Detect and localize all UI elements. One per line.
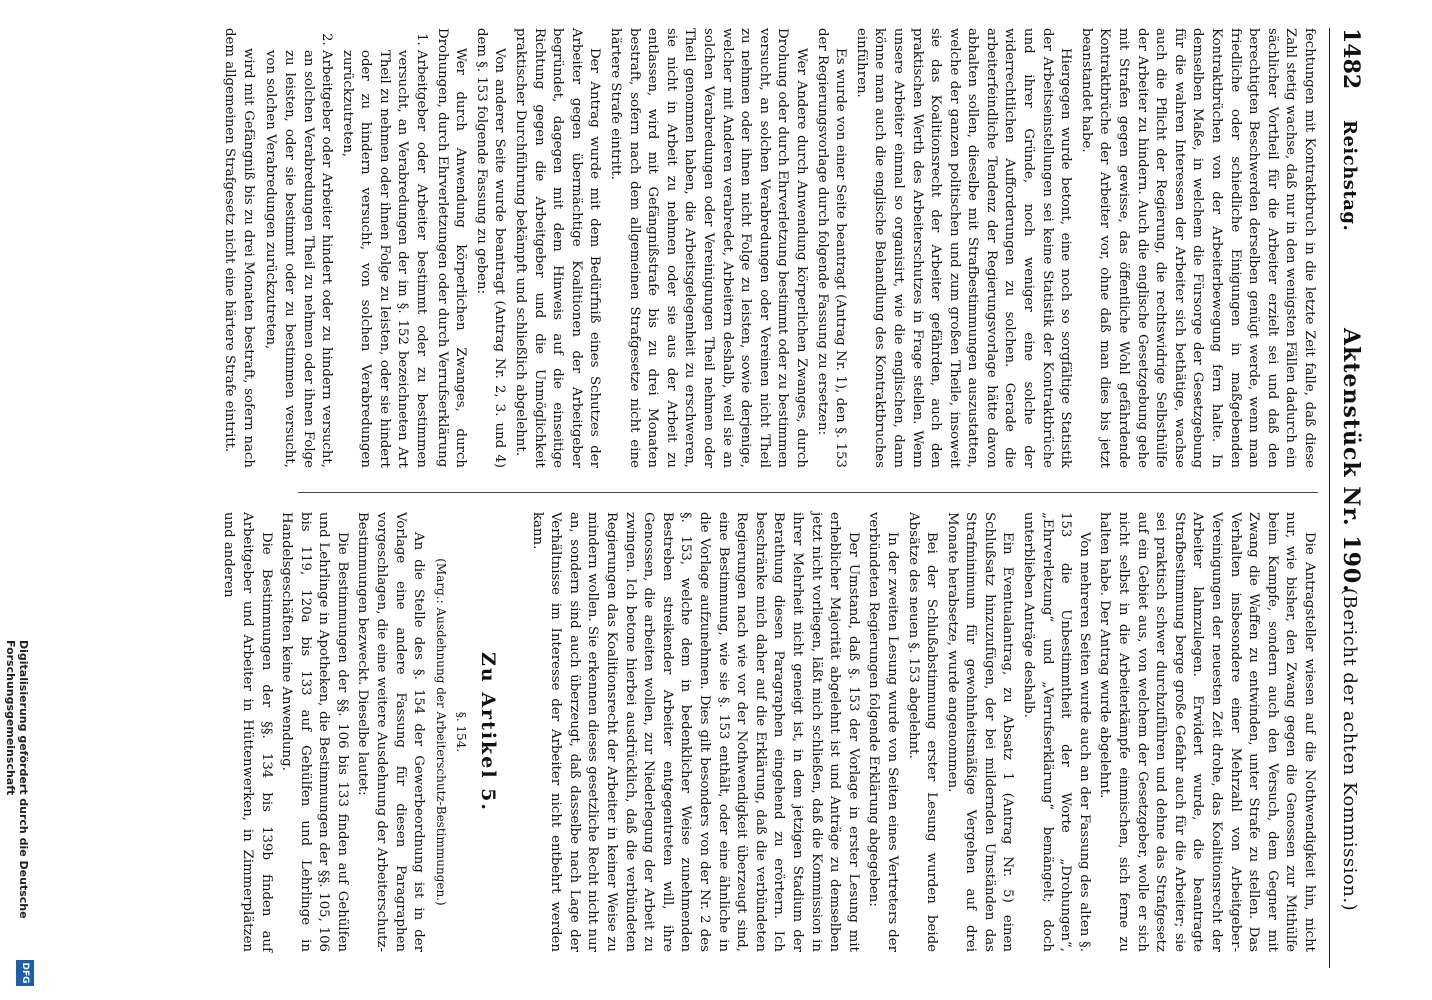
paragraph: Es wurde von einer Seite beantragt (Antrag Nr. 1), den §. 153 der Regierungsvorlage durch folgende Fassung zu ersetzen: — [814, 28, 849, 468]
quoted-paragraph: Wer Andere durch Anwendung körperlichen Zwanges, durch Drohung oder durch Ehrverletzung bestimmt oder zu bestimmen versucht, an solchen Verabredungen oder Vereinen nicht Theil zu nehmen oder ihnen nicht Folge zu leisten, sowie derjenige, welcher mit Anderen verabredet, Arbeitern deshalb, weil sie an solchen Verabredungen oder Vereinigungen Theil nehmen oder Theil genommen haben, die Arbeitsgelegenheit zu erschweren, sie nicht in Arbeit zu nehmen oder sie aus der Arbeit zu entlassen, wird mit Gefängnißstrafe bis zu drei Monaten bestraft, sofern nach dem allgemeinen Strafgesetze nicht eine härtere Strafe eintritt. — [608, 28, 809, 468]
paragraph: Ein Eventualantrag, zu Absatz 1 (Antrag Nr. 5) einen Schlußsatz hinzuzufügen, der bei mildernden Umständen das Strafminimum für gewohnheitsmäßige Vergehen auf drei Monate herabsetze, wurde angenommen. — [944, 512, 1016, 952]
paragraph: fechtungen mit Kontraktbruch in die letzte Zeit falle, daß diese Zahl stetig wachse, daß nur in den wenigsten Fällen dadurch ein sächlicher Vortheil für die Arbeiter erzielt sei und daß den berechtigten Beschwerden derselben genügt werde, wenn man friedliche oder schiedliche Einigungen in maßgebenden Kontraktbrüchen von der Arbeiterbewegung fern halte. In demselben Maße, in welchem die Fürsorge der Gesetzgebung für die wahren Interessen der Arbeiter sich bethätige, wachse auch die Pflicht der Regierung, die rechtswidrige Selbsthülfe der Arbeiter zu hindern. Auch die englische Gesetzgebung gehe mit Strafen gegen gewisse, das öffentliche Wohl gefährdende Kontraktbrüche der Arbeiter vor, ohne daß man dies bis jetzt beanstandet habe. — [1078, 28, 1317, 468]
quoted-paragraph: Wer durch Anwendung körperlichen Zwanges, durch Drohungen, durch Ehrverletzungen oder durch Verrufserklärung — [434, 28, 469, 468]
dfg-logo: DFG — [16, 960, 34, 986]
header-rule — [1329, 28, 1330, 968]
right-column — [217, 512, 1318, 952]
paragraph: Hiergegen wurde betont, eine noch so sorgfältige Statistik der Arbeitseinstellungen sei keine Statistik der Kontraktbrüche und ihrer Gründe, noch weniger eine solche der widerrechtlichen Aufforderungen zu solchen. Gerade die arbeiterfeindliche Tendenz der Regierungsvorlage hätte davon abhalten sollen, dieselbe mit Strafbestimmungen auszustatten, welche der ganzen politischen und zum großen Theile, insoweit sie das Koalitionsrecht der Arbeiter gefährden, auch den praktischen Werth des Arbeiterschutzes in Frage stellen. Wenn unsere Arbeiter einmal so organisirt, wie die englischen, dann könne man auch die englische Behandlung des Kontraktbruches einführen. — [853, 28, 1074, 468]
paragraph: Die Antragsteller wiesen auf die Nothwendigkeit hin, nicht nur, wie bisher, den Zwang gegen die Genossen zur Mithülfe beim Kampfe, sondern auch den Versuch, dem Gegner mit Zwang die Waffen zu entwinden, unter Strafe zu stellen. Das Verhalten insbesondere einer Mehrzahl von Arbeitgeber-Vereinigungen der neuesten Zeit drohe, das Koalitionsrecht der Arbeiter lahmzulegen. Erwidert wurde, die beantragte Strafbestimmung berge große Gefahr auch für die Arbeiter; sie sei praktisch schwer durchzuführen und dehne das Strafgesetz auf ein Gebiet aus, von welchem der Gesetzgeber, wolle er sich nicht selbst in die Arbeiterkämpfe einmischen, sich ferne zu halten habe. Der Antrag wurde abgelehnt. — [1097, 512, 1317, 952]
left-column — [218, 28, 1318, 468]
paragraph: An die Stelle des §. 154 der Gewerbeordnung ist in der Vorlage eine andere Fassung für diesen Paragraphen vorgeschlagen, die eine weitere Ausdehnung der Arbeiterschutz-Bestimmungen bezweckt. Dieselbe lautet: — [355, 512, 427, 952]
page-number: 1482 — [1338, 28, 1364, 90]
column-divider — [298, 492, 1318, 493]
paragraph: Von mehreren Seiten wurde auch an der Fassung des alten §. 153 die Unbestimmtheit der Worte „Drohungen“, „Ehrverletzung“ und „Verrufserklärung“ bemängelt; doch unterblieben Anträge deshalb. — [1021, 512, 1092, 952]
header-left-title: Reichstag. — [1339, 120, 1360, 232]
paragraph: In der zweiten Lesung wurde von Seiten eines Vertreters der verbündeten Regierungen folgende Erklärung abgegeben: — [866, 512, 900, 952]
quoted-paragraph: Die Bestimmungen der §§. 134 bis 139b finden auf Arbeitgeber und Arbeiter in Hüttenwerken, in Zimmerplätzen und anderen — [221, 512, 274, 952]
section-margin-note: (Marg.: Ausdehnung der Arbeiterschutz-Bestimmungen.) — [433, 558, 448, 906]
list-item: 1. Arbeitgeber oder Arbeiter bestimmt oder zu bestimmen versucht, an Verabredungen der im §. 152 bezeichneten Art Theil zu nehmen oder ihnen Folge zu leisten, oder sie hindert oder zu hindern versucht, von solchen Verabredungen zurückzutreten, — [337, 50, 430, 468]
quoted-statement: Der Umstand, daß §. 153 der Vorlage in erster Lesung mit erheblicher Majorität abgelehnt ist und Anträge zu demselben jetzt nicht vorliegen, läßt mich schließen, daß die Kommission in ihrer Mehrheit nicht geneigt ist, in dem jetzigen Stadium der Berathung diesen Paragraphen eingehend zu erörtern. Ich beschränke mich daher auf die Erklärung, daß die verbündeten Regierungen nach wie vor der Nothwendigkeit überzeugt sind, eine Bestimmung, wie sie §. 153 enthält, oder eine ähnliche in die Vorlage aufzunehmen. Dies gilt besonders von der Nr. 2 des §. 153, welche dem in bedenklicher Weise zunehmenden Bestreben streikender Arbeiter entgegentreten will, ihre Genossen, die arbeiten wollen, zur Niederlegung der Arbeit zu zwingen. Ich betone hierbei ausdrücklich, daß die verbündeten Regierungen das Koalitionsrecht der Arbeiter in keiner Weise zu mindern wollen. Sie erkennen dieses gesetzliche Recht nicht nur an, sondern sind auch überzeugt, daß dasselbe nach Lage der Verhältnisse im Interesse der Arbeiter nicht entbehrt werden kann. — [529, 512, 861, 952]
paragraph: wird mit Gefängniß bis zu drei Monaten bestraft, sofern nach dem allgemeinen Strafgesetz nicht eine härtere Strafe eintritt. — [222, 28, 256, 468]
quoted-paragraph: Die Bestimmungen der §§. 106 bis 133 finden auf Gehülfen und Lehrlinge in Apotheken, die Bestimmungen der §§. 105, 106 bis 119, 120a bis 133 auf Gehülfen und Lehrlinge in Handelsgeschäften keine Anwendung. — [279, 512, 350, 952]
document-number: Aktenstück Nr. 190. — [1338, 328, 1364, 593]
digitization-footer — [4, 0, 40, 1000]
header-right-title: (Bericht der achten Kommission.) — [1339, 588, 1360, 912]
list-item: 2. Arbeitgeber oder Arbeiter hindert oder zu hindern versucht, an solchen Verabredungen Theil zu nehmen oder ihnen Folge zu leisten, oder sie bestimmt oder zu bestimmen versucht, von solchen Verabredungen zurückzutreten, — [261, 50, 335, 468]
funding-credit: Digitalisierung gefördert durch die Deutsche Forschungsgemeinschaft — [4, 640, 30, 919]
page-header — [1332, 28, 1366, 968]
section-number: §. 154. — [454, 711, 469, 753]
article-heading: Zu Artikel 5. — [477, 652, 500, 812]
paragraph: Von anderer Seite wurde beantragt (Antrag Nr. 2, 3. und 4) dem §. 153 folgende Fassung zu geben: — [473, 28, 508, 468]
paragraph: Bei der Schlußabstimmung erster Lesung wurden beide Absätze des neuen §. 153 abgelehnt. — [905, 512, 940, 952]
paragraph: Der Antrag wurde mit dem Bedürfniß eines Schutzes der Arbeiter gegen übermächtige Koalitionen der Arbeitgeber begründet, dagegen mit dem Hinweis auf die einseitige Richtung gegen die Arbeitgeber und die Unmöglichkeit praktischer Durchführung bekämpft und schließlich abgelehnt. — [513, 28, 603, 468]
numbered-list — [261, 28, 430, 468]
